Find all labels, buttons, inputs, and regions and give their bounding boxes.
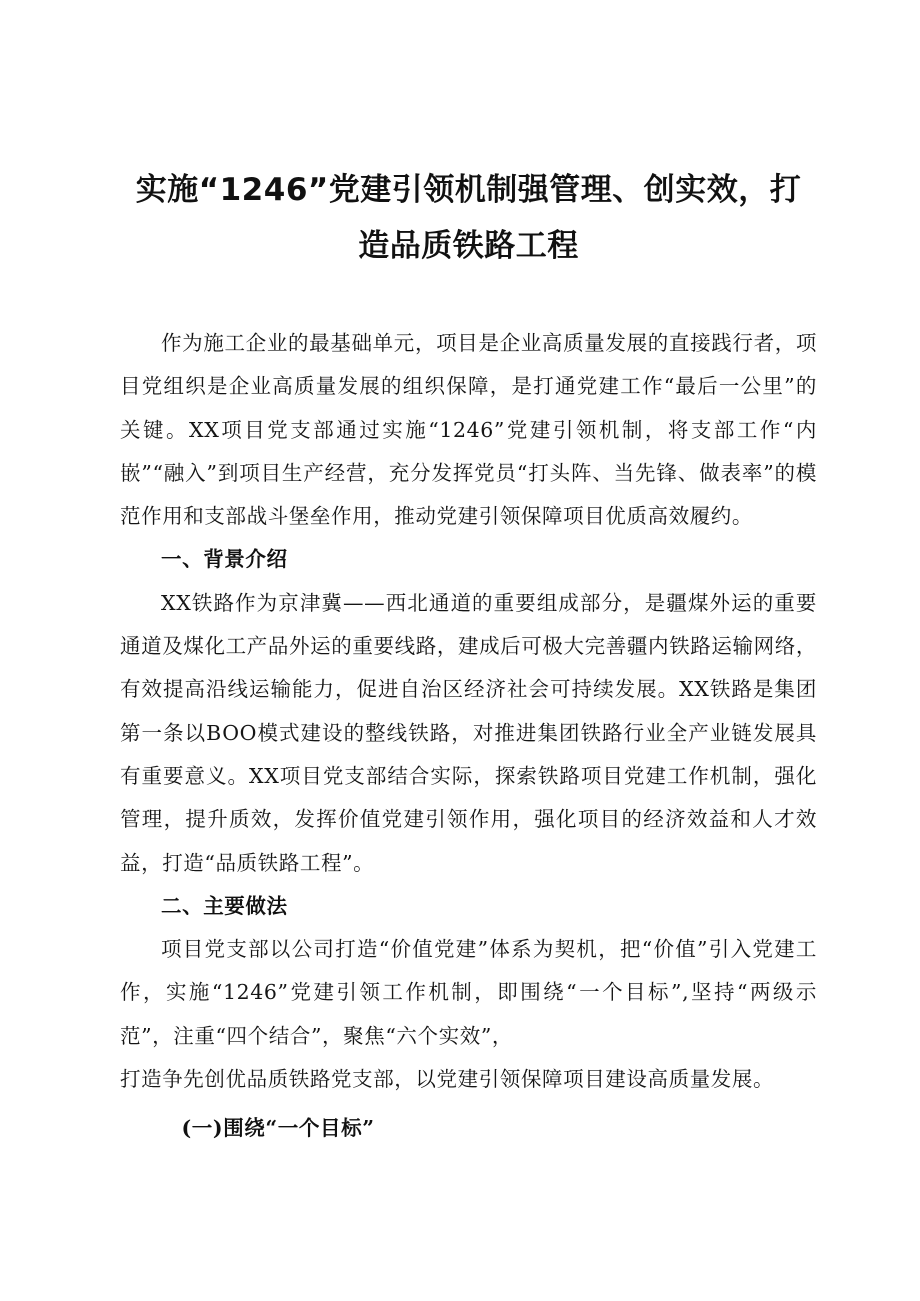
main-practices-paragraph: 项目党支部以公司打造“价值党建”体系为契机，把“价值”引入党建工作，实施“1246”党建引领工作机制，即围绕“一个目标”,坚持“两级示范”，注重“四个结合”，聚焦“六个实效”， [120,937,817,1048]
intro-paragraph: 作为施工企业的最基础单元，项目是企业高质量发展的直接践行者，项目党组织是企业高质量发展的组织保障，是打通党建工作“最后一公里”的关键。XX项目党支部通过实施“1246”党建引领机制，将支部工作“内嵌”“融入”到项目生产经营，充分发挥党员“打头阵、当先锋、做表率”的模范作用和支部战斗堡垒作用，推动党建引领保障项目优质高效履约。 [120,331,817,529]
main-practices-paragraph-continued: 打造争先创优品质铁路党支部，以党建引领保障项目建设高质量发展。 [120,1067,775,1092]
document-title: 实施“1246”党建引领机制强管理、创实效，打造品质铁路工程 [135,172,802,264]
background-paragraph: XX铁路作为京津冀——西北通道的重要组成部分，是疆煤外运的重要通道及煤化工产品外运的重要线路，建成后可极大完善疆内铁路运输网络，有效提高沿线运输能力，促进自治区经济社会可持续发展。XX铁路是集团第一条以BOO模式建设的整线铁路，对推进集团铁路行业全产业链发展具有重要意义。XX项目党支部结合实际，探索铁路项目党建工作机制，强化管理，提升质效，发挥价值党建引领作用，强化项目的经济效益和人才效益，打造“品质铁路工程”。 [120,590,817,875]
section-heading-background: 一、背景介绍 [161,547,288,572]
section-heading-main-practices: 二、主要做法 [161,893,288,918]
subsection-heading-one-goal: (一)围绕“一个目标” [181,1116,375,1141]
